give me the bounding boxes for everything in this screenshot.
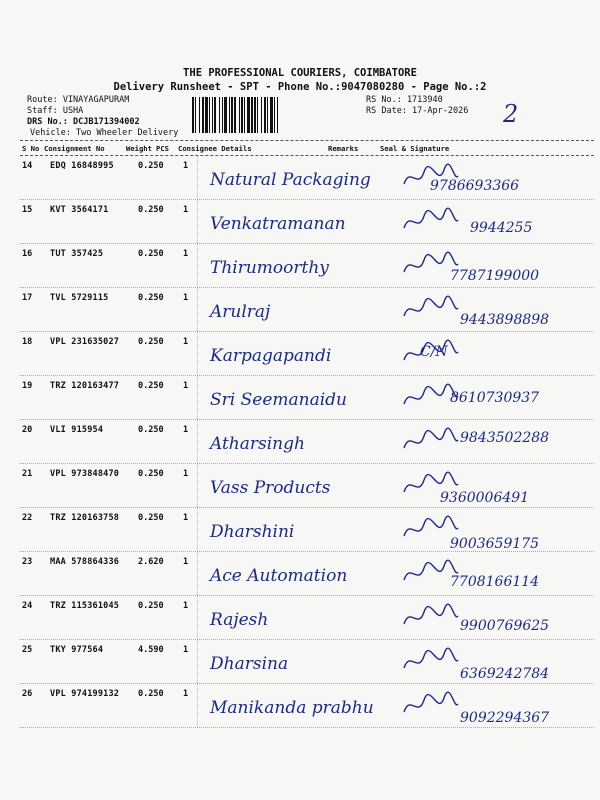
row-consignment-no: VPL 973848470 (50, 469, 120, 479)
row-pcs: 1 (183, 249, 189, 259)
route-line: Route: VINAYAGAPURAM (27, 95, 130, 105)
row-consignee-name: Manikanda prabhu (210, 698, 374, 718)
row-consignee-name: Dharshini (210, 522, 295, 542)
table-row (20, 464, 594, 508)
column-divider (197, 464, 198, 507)
row-sno: 16 (22, 249, 33, 259)
row-phone: 9003659175 (450, 536, 540, 552)
row-consignee-name: Atharsingh (210, 434, 305, 454)
row-consignee-name: Venkatramanan (210, 214, 346, 234)
row-pcs: 1 (183, 513, 189, 523)
row-consignment-no: TRZ 115361045 (50, 601, 120, 611)
column-divider (197, 288, 198, 331)
row-weight: 0.250 (138, 381, 164, 391)
row-phone: 8610730937 (450, 390, 540, 406)
row-consignee-name: Rajesh (210, 610, 269, 630)
drs-line: DRS No.: DCJB171394002 (27, 117, 140, 127)
row-consignment-no: VLI 915954 (50, 425, 104, 435)
runsheet-subtitle: Delivery Runsheet - SPT - Phone No.:9047080280 - Page No.:2 (113, 81, 487, 93)
row-phone: 9944255 (470, 220, 533, 236)
row-sno: 22 (22, 513, 33, 523)
signature-scribble-icon (400, 294, 460, 324)
column-divider (197, 596, 198, 639)
staff-line: Staff: USHA (27, 106, 84, 116)
row-weight: 0.250 (138, 205, 164, 215)
column-divider (197, 200, 198, 243)
row-phone: 9092294367 (460, 710, 550, 726)
row-pcs: 1 (183, 557, 189, 567)
signature-scribble-icon (400, 646, 460, 676)
col-consignee: Consignee Details (178, 143, 252, 153)
row-phone: 9843502288 (460, 430, 550, 446)
row-signature (400, 338, 600, 374)
document-header (0, 66, 600, 94)
row-pcs: 1 (183, 205, 189, 215)
signature-scribble-icon (400, 690, 460, 720)
row-consignee-name: Dharsina (210, 654, 289, 674)
row-signature (400, 250, 600, 286)
row-weight: 0.250 (138, 689, 164, 699)
row-sno: 21 (22, 469, 33, 479)
row-consignment-no: MAA 578864336 (50, 557, 120, 567)
barcode-icon (190, 97, 362, 133)
row-pcs: 1 (183, 337, 189, 347)
row-pcs: 1 (183, 601, 189, 611)
column-divider (197, 552, 198, 595)
row-sno: 23 (22, 557, 33, 567)
row-weight: 0.250 (138, 249, 164, 259)
table-row (20, 376, 594, 420)
row-weight: 0.250 (138, 425, 164, 435)
row-sno: 14 (22, 161, 33, 171)
row-consignee-name: Ace Automation (210, 566, 348, 586)
row-phone: 6369242784 (460, 666, 550, 682)
rs-date: RS Date: 17-Apr-2026 (366, 106, 469, 116)
table-body (20, 156, 594, 728)
row-consignee-name: Natural Packaging (210, 170, 371, 190)
row-consignment-no: VPL 974199132 (50, 689, 120, 699)
table-row (20, 552, 594, 596)
rs-info (366, 95, 468, 117)
table-row (20, 200, 594, 244)
signature-scribble-icon (400, 206, 460, 236)
row-signature (400, 690, 600, 726)
row-sno: 18 (22, 337, 33, 347)
row-consignment-no: TRZ 120163758 (50, 513, 120, 523)
row-sno: 19 (22, 381, 33, 391)
row-consignee-name: Arulraj (210, 302, 271, 322)
col-consignment: Consignment No (44, 143, 105, 153)
row-phone: 9360006491 (440, 490, 530, 506)
row-consignee-name: Vass Products (210, 478, 331, 498)
row-signature (400, 206, 600, 242)
row-pcs: 1 (183, 645, 189, 655)
row-signature (400, 470, 600, 506)
row-pcs: 1 (183, 469, 189, 479)
row-weight: 0.250 (138, 601, 164, 611)
row-weight: 0.250 (138, 469, 164, 479)
row-signature (400, 558, 600, 594)
row-signature (400, 382, 600, 418)
table-header (20, 140, 594, 156)
signature-scribble-icon (400, 426, 460, 456)
row-consignment-no: TVL 5729115 (50, 293, 109, 303)
row-pcs: 1 (183, 425, 189, 435)
handwritten-page-mark (503, 100, 518, 128)
row-consignee-name: Thirumoorthy (210, 258, 329, 278)
row-pcs: 1 (183, 689, 189, 699)
row-pcs: 1 (183, 381, 189, 391)
table-row (20, 332, 594, 376)
column-divider (197, 244, 198, 287)
row-phone: 9900769625 (460, 618, 550, 634)
row-weight: 2.620 (138, 557, 164, 567)
row-consignment-no: EDQ 16848995 (50, 161, 114, 171)
row-signature (400, 294, 600, 330)
table-row (20, 156, 594, 200)
col-sno: S No (22, 143, 40, 153)
row-signature (400, 162, 600, 198)
row-weight: 4.590 (138, 645, 164, 655)
page-mark-text: 2 (503, 100, 519, 128)
row-consignment-no: TUT 357425 (50, 249, 104, 259)
table-row (20, 244, 594, 288)
row-sno: 20 (22, 425, 33, 435)
row-consignment-no: VPL 231635027 (50, 337, 120, 347)
row-consignee-name: Sri Seemanaidu (210, 390, 347, 410)
column-divider (197, 420, 198, 463)
row-consignment-no: TKY 977564 (50, 645, 104, 655)
signature-scribble-icon (400, 602, 460, 632)
table-row (20, 288, 594, 332)
column-divider (197, 156, 198, 199)
row-phone: 7787199000 (450, 268, 540, 284)
column-divider (197, 376, 198, 419)
row-phone: 9443898898 (460, 312, 550, 328)
table-row (20, 420, 594, 464)
row-signature (400, 426, 600, 462)
row-weight: 0.250 (138, 161, 164, 171)
row-weight: 0.250 (138, 293, 164, 303)
col-seal: Seal & Signature (380, 143, 450, 153)
row-signature (400, 514, 600, 550)
table-row (20, 684, 594, 728)
row-pcs: 1 (183, 293, 189, 303)
row-pcs: 1 (183, 161, 189, 171)
row-sno: 26 (22, 689, 33, 699)
row-phone: 9786693366 (430, 178, 520, 194)
row-sno: 17 (22, 293, 33, 303)
col-remarks: Remarks (328, 143, 359, 153)
column-divider (197, 332, 198, 375)
column-divider (197, 640, 198, 683)
table-row (20, 508, 594, 552)
row-phone: C/N (420, 344, 448, 360)
company-title: THE PROFESSIONAL COURIERS, COIMBATORE (183, 67, 417, 79)
vehicle-line: Vehicle: Two Wheeler Delivery (30, 128, 179, 138)
row-consignment-no: KVT 3564171 (50, 205, 109, 215)
row-consignment-no: TRZ 120163477 (50, 381, 120, 391)
rs-number: RS No.: 1713940 (366, 95, 443, 105)
row-phone: 7708166114 (450, 574, 540, 590)
row-sno: 15 (22, 205, 33, 215)
row-consignee-name: Karpagapandi (210, 346, 332, 366)
row-weight: 0.250 (138, 337, 164, 347)
row-signature (400, 646, 600, 682)
route-info (27, 95, 140, 128)
column-divider (197, 684, 198, 727)
table-row (20, 596, 594, 640)
col-pcs: PCS (156, 143, 169, 153)
row-signature (400, 602, 600, 638)
table-row (20, 640, 594, 684)
col-weight: Weight (126, 143, 152, 153)
runsheet-table (20, 140, 594, 728)
row-weight: 0.250 (138, 513, 164, 523)
row-sno: 24 (22, 601, 33, 611)
column-divider (197, 508, 198, 551)
row-sno: 25 (22, 645, 33, 655)
